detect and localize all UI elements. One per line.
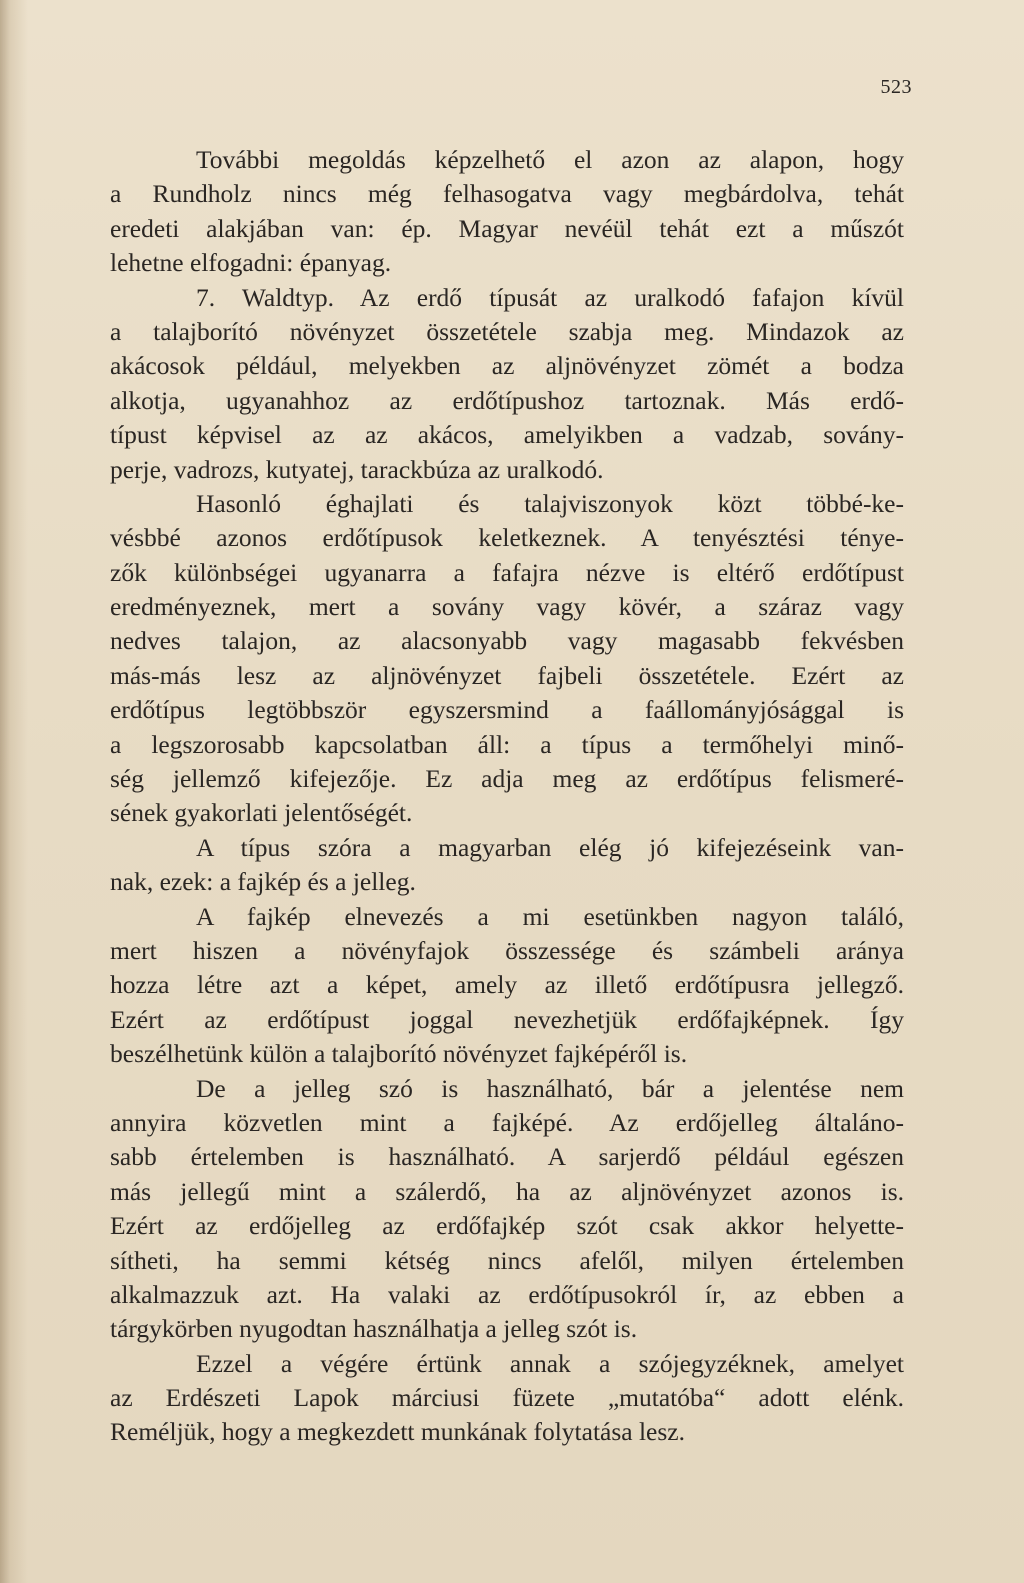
text-line: eredeti alakjában van: ép. Magyar nevéül tehát ezt a műszót [110, 213, 904, 243]
text-line: a Rundholz nincs még felhasogatva vagy megbárdolva, tehát [110, 179, 904, 209]
text-line: Hasonló éghajlati és talajviszonyok közt többé-ke- [196, 488, 904, 518]
text-line: zők különbségei ugyanarra a fafajra nézve is eltérő erdőtípust [110, 557, 904, 587]
text-line: A fajkép elnevezés a mi esetünkben nagyon találó, [196, 901, 904, 931]
text-line: De a jelleg szó is használható, bár a jelentése nem [196, 1073, 904, 1103]
text-line: 7. Waldtyp. Az erdő típusát az uralkodó fafajon kívül [196, 282, 904, 312]
text-line: alkalmazzuk azt. Ha valaki az erdőtípusokról ír, az ebben a [110, 1279, 904, 1309]
page-number: 523 [880, 76, 912, 98]
text-line: alkotja, ugyanahhoz az erdőtípushoz tartoznak. Más erdő- [110, 385, 904, 415]
text-line: nak, ezek: a fajkép és a jelleg. [110, 867, 416, 897]
text-line: akácosok például, melyekben az aljnövényzet zömét a bodza [110, 351, 904, 381]
text-line: az Erdészeti Lapok márciusi füzete „mutatóba“ adott elénk. [110, 1383, 904, 1413]
body-text [110, 143, 904, 1450]
text-line: hozza létre azt a képet, amely az illető erdőtípusra jellegző. [110, 970, 904, 1000]
text-line: sabb értelemben is használható. A sarjerdő például egészen [110, 1142, 904, 1172]
text-line: Reméljük, hogy a megkezdett munkának folytatása lesz. [110, 1417, 685, 1447]
text-line: eredményeznek, mert a sovány vagy kövér, a száraz vagy [110, 592, 904, 622]
text-line: vésbbé azonos erdőtípusok keletkeznek. A tenyésztési ténye- [110, 523, 904, 553]
text-line: nedves talajon, az alacsonyabb vagy magasabb fekvésben [110, 626, 904, 656]
text-line: erdőtípus legtöbbször egyszersmind a faállományjósággal is [110, 695, 904, 725]
text-line: más-más lesz az aljnövényzet fajbeli összetétele. Ezért az [110, 660, 904, 690]
text-line: Ezért az erdőjelleg az erdőfajkép szót csak akkor helyette- [110, 1211, 904, 1241]
text-line: sítheti, ha semmi kétség nincs afelől, milyen értelemben [110, 1245, 904, 1275]
text-line: a legszorosabb kapcsolatban áll: a típus a termőhelyi minő- [110, 729, 904, 759]
text-line: lehetne elfogadni: épanyag. [110, 248, 392, 278]
text-line: tárgykörben nyugodtan használhatja a jelleg szót is. [110, 1314, 638, 1344]
text-line: típust képvisel az az akácos, amelyikben a vadzab, sovány- [110, 420, 904, 450]
text-line: sének gyakorlati jelentőségét. [110, 798, 413, 828]
text-line: a talajborító növényzet összetétele szabja meg. Mindazok az [110, 316, 904, 346]
text-line: ség jellemző kifejezője. Ez adja meg az erdőtípus felismeré- [110, 764, 904, 794]
text-line: A típus szóra a magyarban elég jó kifejezéseink van- [196, 832, 904, 862]
text-line: más jellegű mint a szálerdő, ha az aljnövényzet azonos is. [110, 1176, 904, 1206]
text-line: perje, vadrozs, kutyatej, tarackbúza az uralkodó. [110, 454, 604, 484]
text-line: Ezért az erdőtípust joggal nevezhetjük erdőfajképnek. Így [110, 1004, 904, 1034]
text-line: annyira közvetlen mint a fajképé. Az erdőjelleg általáno- [110, 1107, 904, 1137]
text-line: mert hiszen a növényfajok összessége és számbeli aránya [110, 935, 904, 965]
text-line: beszélhetünk külön a talajborító növényzet fajképéről is. [110, 1039, 688, 1069]
text-line: További megoldás képzelhető el azon az alapon, hogy [196, 145, 904, 174]
text-line: Ezzel a végére értünk annak a szójegyzéknek, amelyet [196, 1348, 904, 1378]
